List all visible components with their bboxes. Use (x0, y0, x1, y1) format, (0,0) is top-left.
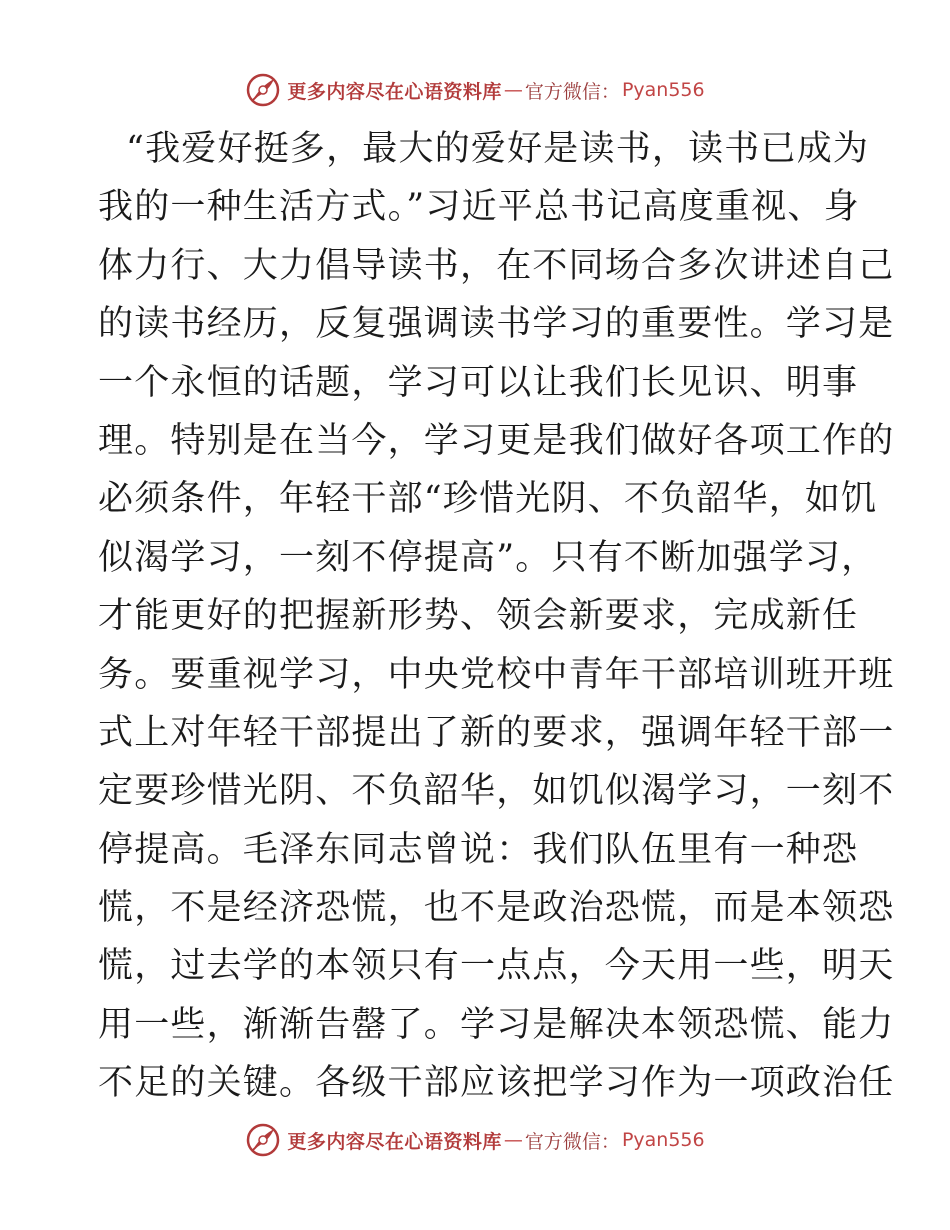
text-line: 慌，过去学的本领只有一点点，今天用一些，明天 (98, 946, 895, 987)
text-line: 不足的关键。各级干部应该把学习作为一项政治任 (98, 1063, 895, 1104)
text-line: 停提高。毛泽东同志曾说：我们队伍里有一种恐 (98, 829, 859, 870)
watermark-wechat-label: 官方微信： (524, 1130, 620, 1153)
watermark-separator: — (503, 79, 523, 101)
watermark-title: 更多内容尽在心语资料库 (287, 80, 502, 103)
watermark-wechat-label: 官方微信： (524, 80, 620, 103)
watermark-separator: — (503, 1129, 523, 1151)
footer-watermark (0, 1118, 950, 1162)
text-line: 理。特别是在当今，学习更是我们做好各项工作的 (98, 420, 895, 461)
feather-pen-circle-icon (245, 1122, 281, 1158)
text-line: 体力行、大力倡导读书，在不同场合多次讲述自己 (98, 245, 895, 286)
feather-pen-circle-icon (245, 72, 281, 108)
text-line: “我爱好挺多，最大的爱好是读书，读书已成为 (126, 129, 870, 169)
header-watermark (0, 68, 950, 112)
text-line: 似渴学习，一刻不停提高”。只有不断加强学习， (98, 537, 878, 578)
text-line: 式上对年轻干部提出了新的要求，强调年轻干部一 (98, 712, 895, 753)
text-line: 的读书经历，反复强调读书学习的重要性。学习是 (98, 304, 895, 345)
text-line: 定要珍惜光阴、不负韶华，如饥似渴学习，一刻不 (98, 771, 895, 812)
text-line: 用一些，渐渐告罄了。学习是解决本领恐慌、能力 (98, 1004, 895, 1045)
watermark-wechat-id: Pyan556 (621, 79, 705, 101)
text-line: 一个永恒的话题，学习可以让我们长见识、明事 (98, 362, 859, 403)
text-line: 必须条件，年轻干部“珍惜光阴、不负韶华，如饥 (98, 479, 878, 520)
text-line: 才能更好的把握新形势、领会新要求，完成新任 (98, 596, 859, 637)
watermark-title: 更多内容尽在心语资料库 (287, 1130, 502, 1153)
text-line: 我的一种生活方式。”习近平总书记高度重视、身 (98, 187, 860, 228)
text-line: 务。要重视学习，中央党校中青年干部培训班开班 (98, 654, 895, 695)
watermark-wechat-id: Pyan556 (621, 1129, 705, 1151)
text-line: 慌，不是经济恐慌，也不是政治恐慌，而是本领恐 (98, 888, 895, 929)
document-body (98, 120, 895, 1113)
